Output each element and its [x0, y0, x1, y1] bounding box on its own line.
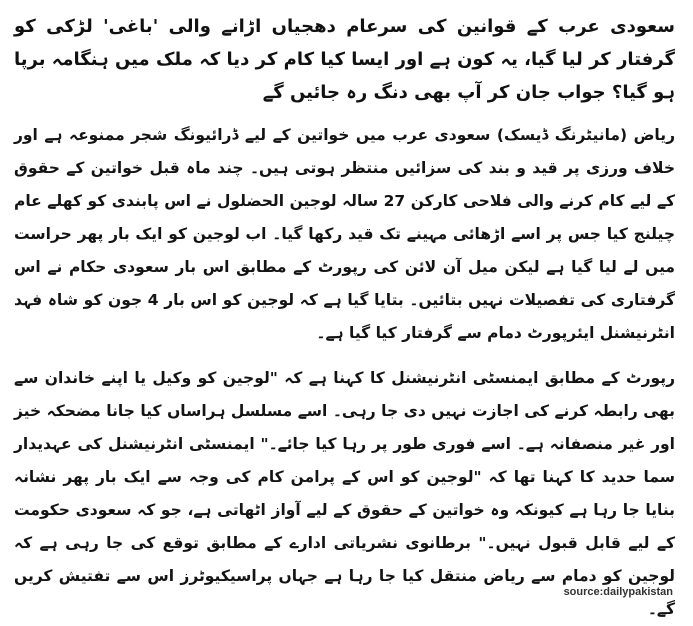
article-headline: سعودی عرب کے قوانین کی سرعام دھجیاں اڑانے والی 'باغی' لڑکی کو گرفتار کر لیا گیا، یہ کون ہے اور ایسا کیا کام کر دیا کہ ملک میں ہنگامہ برپا ہو گیا؟ جواب جان کر آپ بھی دنگ رہ جائیں گے: [14, 16, 675, 103]
article-paragraph-2: رپورٹ کے مطابق ایمنسٹی انٹرنیشنل کا کہنا ہے کہ "لوجین کو وکیل یا اپنے خاندان سے بھی رابطہ کرنے کی اجازت نہیں دی جا رہی۔ اسے مسلسل ہراساں کیا جانا مضحکہ خیز اور غیر منصفانہ ہے۔ اسے فوری طور پر رہا کیا جائے۔" ایمنسٹی انٹرنیشنل کی عہدیدار سما حدید کا کہنا تھا کہ "لوجین کو اس کے پرامن کام کی وجہ سے ایک بار پھر نشانہ بنایا جا رہا ہے کیونکہ وہ خواتین کے حقوق کے لیے آواز اٹھاتی ہے، جو کہ سعودی حکومت کے لیے قابل قبول نہیں۔" برطانوی نشریاتی ادارے کے مطابق توقع کی جا رہی ہے کہ لوجین کو دمام سے ریاض منتقل کیا جا رہا ہے جہاں پراسیکیوٹرز اس سے تفتیش کریں گے۔: [14, 369, 675, 618]
source-credit: source:dailypakistan: [563, 586, 673, 598]
article-paragraph-1: ریاض (مانیٹرنگ ڈیسک) سعودی عرب میں خواتین کے لیے ڈرائیونگ شجر ممنوعہ ہے اور خلاف ورزی پر قید و بند کی سزائیں منتظر ہوتی ہیں۔ چند ماہ قبل خواتین کے حقوق کے لیے کام کرنے والی فلاحی کارکن 27 سالہ لوجین الحضلول نے اس پابندی کو کھلے عام چیلنج کیا جس پر اسے اڑھائی مہینے تک قید رکھا گیا۔ اب لوجین کو ایک بار پھر حراست میں لے لیا گیا ہے لیکن میل آن لائن کی رپورٹ کے مطابق اس بار سعودی حکام نے اس گرفتاری کی تفصیلات نہیں بتائیں۔ بتایا گیا ہے کہ لوجین کو اس بار 4 جون کو شاہ فہد انٹرنیشنل ایئرپورٹ دمام سے گرفتار کیا گیا ہے۔: [14, 126, 675, 342]
news-article: [14, 10, 675, 626]
